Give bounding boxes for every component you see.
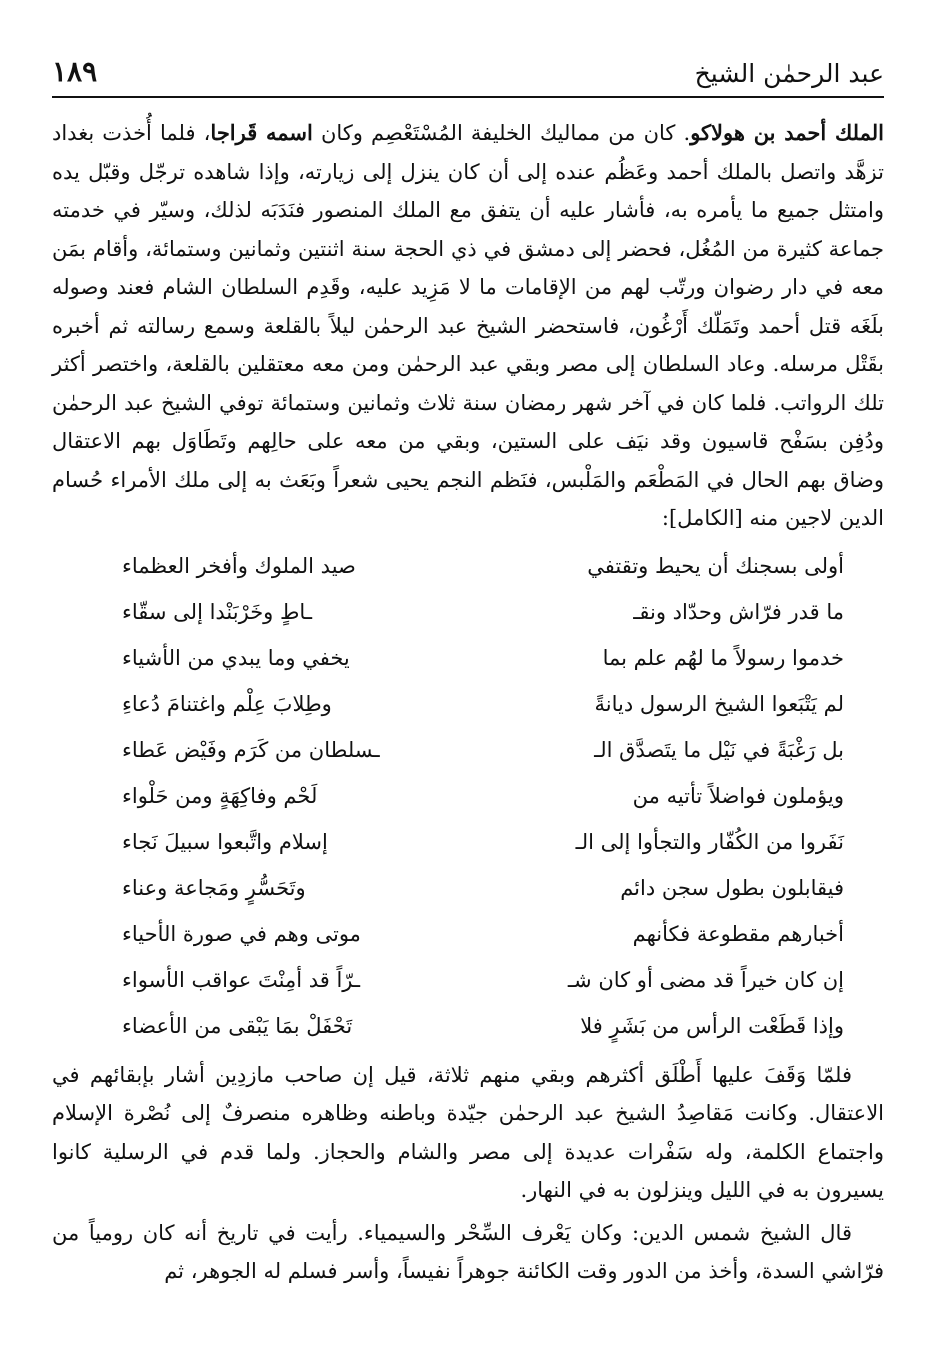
verse-first-half: أولى بسجنك أن يحيط وتقتفي: [587, 554, 844, 579]
verse-first-half: أخبارهم مقطوعة فكأنهم: [632, 922, 844, 947]
verse-second-half: وطِلابَ عِلْم واغتنامَ دُعاءِ: [122, 692, 332, 717]
verse-first-half: ويؤملون فواضلاً تأتيه من: [632, 784, 844, 809]
poem-verse: [52, 636, 884, 682]
verse-second-half: تَحْفَلْ بمَا يَبْقى من الأعضاء: [122, 1014, 353, 1039]
paragraph-text: . كان من مماليك الخليفة المُسْتَعْصِم وكان: [312, 121, 691, 145]
verse-second-half: إسلام واتَّبعوا سبيلَ نَجاء: [122, 830, 328, 855]
verse-second-half: موتى وهم في صورة الأحياء: [122, 922, 361, 947]
page-header: [52, 44, 884, 98]
verse-second-half: يخفي وما يبدي من الأشياء: [122, 646, 350, 671]
poem-verse: [52, 544, 884, 590]
paragraph-release: فلمّا وَقَفَ عليها أَطْلَق أكثرهم وبقي منهم ثلاثة، قيل إن صاحب مازدِين أشار بإبقائهم في الاعتقال. وكانت مَقاصِدُ الشيخ عبد الرحمٰن جيّدة وباطنه وظاهره منصرفٌ إلى نُصْرة الإسلام واجتماع الكلمة، وله سَفْرات عديدة إلى مصر والشام والحجاز. ولما قدم في الرسلية كانوا يسيرون به في الليل وينزلون به في النهار.: [52, 1062, 884, 1202]
bold-name: الملك أحمد بن هولاكو: [690, 120, 885, 145]
poem-verse: [52, 912, 884, 958]
verse-first-half: ما قدر فرّاش وحدّاد ونقـ: [633, 600, 844, 625]
verse-first-half: خدموا رسولاً ما لهُم علم بما: [602, 646, 844, 671]
verse-second-half: ـرّاً قد أمِنْتَ عواقب الأسواء: [122, 968, 361, 993]
verse-first-half: لم يَتْبَعوا الشيخ الرسول ديانةً: [594, 692, 844, 717]
poem-verse: [52, 820, 884, 866]
paragraph-text: ، فلما أُخذت بغداد تزهَّد واتصل بالملك أحمد وعَظُم عنده إلى أن كان ينزل إلى زيارته، وإذا شاهده ترجّل وقبّل يده وامتثل جميع ما يأمره به، فأشار عليه أن يتفق مع الملك المنصور فنَدَبَه لذلك، وسيّر في خدمته جماعة كثيرة من المُغُل، فحضر إلى دمشق في ذي الحجة سنة اثنتين وثمانين وستمائة، وأقام بمَن معه في دار رضوان ورتّب لهم من الإقامات ما لا مَزِيد عليه، وقَدِم السلطان الشام فعند وصوله بلَغَه قتل أحمد وتَمَلّك أَرْغُون، فاستحضر الشيخ عبد الرحمٰن ليلاً بالقلعة وسمع رسالته ثم أخبره بقَتْل مرسله. وعاد السلطان إلى مصر وبقي عبد الرحمٰن ومن معه معتقلين بالقلعة، واختصر أكثر تلك الرواتب. فلما كان في آخر شهر رمضان سنة ثلاث وثمانين وستمائة توفي الشيخ عبد الرحمٰن ودُفِن بسَفْح قاسيون وقد نيَف على الستين، وبقي من معه على حالِهم وتَطَاوَل بهم الاعتقال وضاق بهم الحال في المَطْعَم والمَلْبس، فنَظم النجم يحيى شعراً وبَعَث به إلى ملك الأمراء حُسام الدين لاجين منه [الكامل]:: [52, 121, 884, 530]
verse-second-half: ـسلطان من كَرَم وفَيْض عَطاء: [122, 738, 380, 763]
poem: [52, 544, 884, 1050]
running-head: عبد الرحمٰن الشيخ: [694, 59, 884, 88]
poem-verse: [52, 590, 884, 636]
poem-verse: [52, 774, 884, 820]
poem-verse: [52, 958, 884, 1004]
poem-verse: [52, 866, 884, 912]
verse-first-half: وإذا قَطَعْت الرأس من بَشَرٍ فلا: [580, 1014, 844, 1039]
verse-first-half: بل رَغْبَةً في نَيْل ما يتَصدَّق الـ: [594, 738, 844, 763]
verse-second-half: ـاطٍ وخَرْبَنْدا إلى سقّاء: [122, 600, 312, 625]
poem-verse: [52, 728, 884, 774]
verse-first-half: نَفَروا من الكُفّار والتجأوا إلى الـ: [575, 830, 844, 855]
verse-second-half: صيد الملوك وأفخر العظماء: [122, 554, 356, 579]
poem-verse: [52, 682, 884, 728]
verse-first-half: إن كان خيراً قد مضى أو كان شـ: [567, 968, 844, 993]
page-body: [52, 114, 884, 1291]
bold-ism: اسمه قَراجا: [210, 120, 313, 145]
paragraph-shams-al-din: قال الشيخ شمس الدين: وكان يَعْرف السِّحْر والسيمياء. رأيت في تاريخ أنه كان رومياً من فرّاشي السدة، وأخذ من الدور وقت الكائنة جوهراً نفيساً، وأسر فسلم له الجوهر، ثم: [52, 1220, 884, 1283]
page-number: ١٨٩: [52, 55, 98, 88]
verse-second-half: وتَحَسُّرٍ ومَجاعة وعناء: [122, 876, 306, 901]
verse-second-half: لَحْم وفاكِهَةٍ ومن حَلْواء: [122, 784, 318, 809]
paragraph-hulagu: [52, 114, 884, 538]
verse-first-half: فيقابلون بطول سجن دائم: [620, 876, 844, 901]
poem-verse: [52, 1004, 884, 1050]
